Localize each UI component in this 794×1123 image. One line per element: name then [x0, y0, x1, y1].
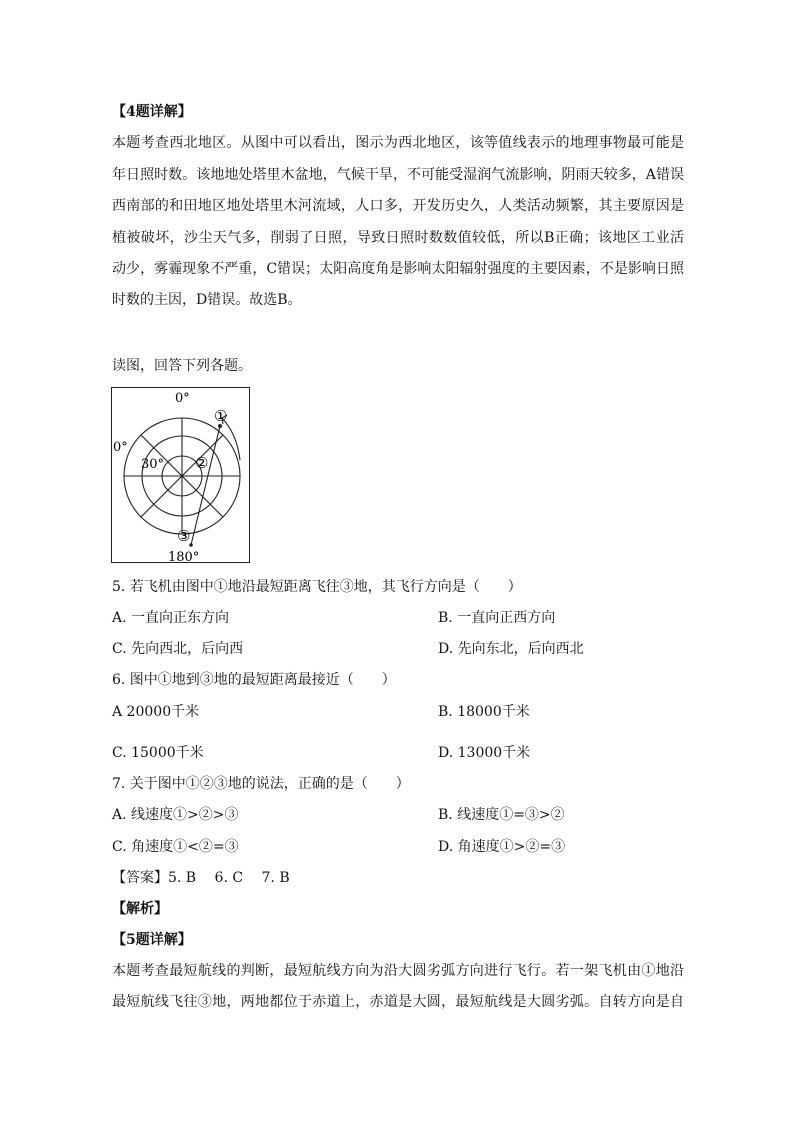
- marker-3: ③: [177, 527, 191, 545]
- label-180: 180°: [168, 550, 200, 563]
- question-5-option-c: C. 先向西北，后向西: [112, 641, 244, 657]
- marker-2: ②: [195, 454, 209, 472]
- question-7-option-c: C. 角速度①<②=③: [112, 839, 239, 855]
- section5-line-1: 本题考查最短航线的判断，最短航线方向为沿大圆劣弧方向进行飞行。若一架飞机由①地沿: [112, 963, 684, 979]
- analysis-heading: 【解析】: [112, 901, 168, 917]
- question-6-stem: 6. 图中①地到③地的最短距离最接近（ ）: [112, 672, 396, 688]
- section4-line-4: 植被破坏，沙尘天气多，削弱了日照，导致日照时数数值较低，所以B正确；该地区工业活: [112, 230, 684, 246]
- question-6-option-d: D. 13000千米: [438, 745, 531, 761]
- question-5-stem: 5. 若飞机由图中①地沿最短距离飞往③地，其飞行方向是（ ）: [112, 579, 522, 595]
- section4-line-6: 时数的主因，D错误。故选B。: [112, 292, 302, 308]
- section4-line-2: 年日照时数。该地地处塔里木盆地，气候干旱，不可能受湿润气流影响，阴雨天较多，A错误: [112, 167, 684, 183]
- label-top-0: 0°: [175, 391, 190, 406]
- section4-line-5: 动少，雾霾现象不严重，C错误；太阳高度角是影响太阳辐射强度的主要因素，不是影响日照: [112, 261, 684, 277]
- section4-line-3: 西南部的和田地区地处塔里木河流域，人口多，开发历史久，人类活动频繁，其主要原因是: [112, 198, 684, 214]
- section4-line-1: 本题考查西北地区。从图中可以看出，图示为西北地区，该等值线表示的地理事物最可能是: [112, 135, 684, 151]
- label-left-0: 0°: [113, 440, 128, 455]
- marker-1: ①: [214, 407, 228, 425]
- question-6-option-c: C. 15000千米: [112, 745, 204, 761]
- question-7-option-a: A. 线速度①>②>③: [112, 807, 239, 823]
- answer-line: 【答案】5. B 6. C 7. B: [112, 870, 290, 886]
- intro-text: 读图，回答下列各题。: [112, 358, 252, 374]
- section4-heading: 【4题详解】: [112, 104, 192, 120]
- question-7-option-b: B. 线速度①=③>②: [438, 807, 565, 823]
- section5-line-2: 最短航线飞往③地，两地都位于赤道上，赤道是大圆，最短航线是大圆劣弧。自转方向是自: [112, 994, 684, 1010]
- section5-heading: 【5题详解】: [112, 932, 192, 948]
- question-5-option-a: A. 一直向正东方向: [112, 610, 230, 626]
- question-5-option-d: D. 先向东北，后向西北: [438, 641, 584, 657]
- question-6-option-b: B. 18000千米: [438, 704, 530, 720]
- question-7-option-d: D. 角速度①>②=③: [438, 839, 566, 855]
- question-7-stem: 7. 关于图中①②③地的说法，正确的是（ ）: [112, 776, 410, 792]
- label-30: 30°: [141, 457, 165, 472]
- polar-map-figure: [111, 387, 251, 563]
- question-6-option-a: A 20000千米: [112, 704, 200, 720]
- question-5-option-b: B. 一直向正西方向: [438, 610, 556, 626]
